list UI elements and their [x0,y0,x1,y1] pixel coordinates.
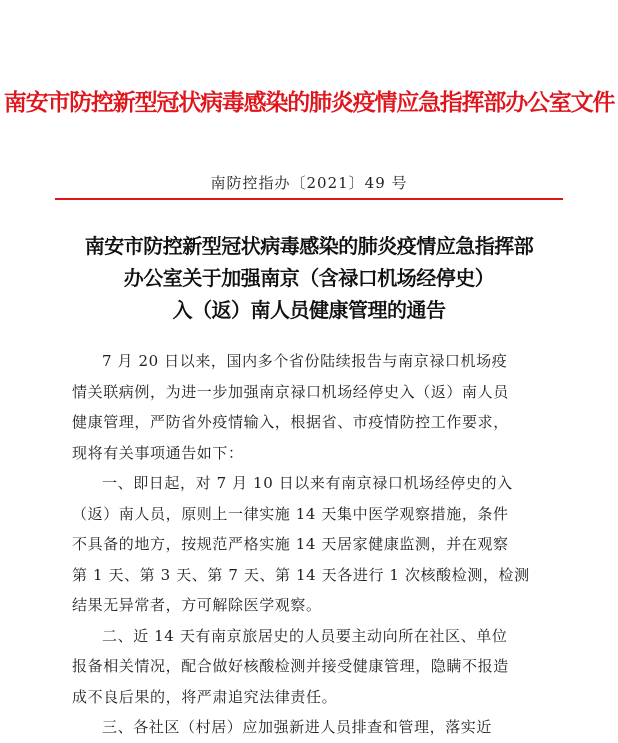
issuer-header: 南安市防控新型冠状病毒感染的肺炎疫情应急指挥部办公室文件 [3,89,615,116]
body-line: 健康管理，严防省外疫情输入，根据省、市疫情防控工作要求， [72,413,509,431]
notice-body [72,346,558,743]
body-line: 不具备的地方，按规范严格实施 14 天居家健康监测，并在观察 [72,535,509,553]
title-line: 办公室关于加强南京（含禄口机场经停史） [123,266,495,290]
red-divider-line [55,198,563,200]
body-line: （返）南人员，原则上一律实施 14 天集中医学观察措施，条件 [72,504,509,523]
body-line: 成不良后果的，将严肃追究法律责任。 [72,687,338,706]
body-line: 报备相关情况，配合做好核酸检测并接受健康管理，隐瞒不报造 [72,657,509,675]
body-line: 二、近 14 天有南京旅居史的人员要主动向所在社区、单位 [102,626,508,645]
body-line: 三、各社区（村居）应加强新进人员排查和管理，落实近 [102,718,493,736]
title-line: 南安市防控新型冠状病毒感染的肺炎疫情应急指挥部 [84,234,534,258]
document-number: 南防控指办〔2021〕49 号 [210,174,408,192]
body-line: 7 月 20 日以来，国内多个省份陆续报告与南京禄口机场疫 [102,352,508,370]
title-line: 入（返）南人员健康管理的通告 [172,298,446,322]
body-line: 一、即日起，对 7 月 10 日以来有南京禄口机场经停史的入 [102,474,513,492]
body-line: 现将有关事项通告如下： [72,443,244,462]
body-line: 情关联病例，为进一步加强南京禄口机场经停史入（返）南人员 [72,382,509,401]
body-line: 第 1 天、第 3 天、第 7 天、第 14 天各进行 1 次核酸检测，检测 [72,565,530,584]
notice-title [0,230,618,326]
body-line: 结果无异常者，方可解除医学观察。 [72,596,322,614]
